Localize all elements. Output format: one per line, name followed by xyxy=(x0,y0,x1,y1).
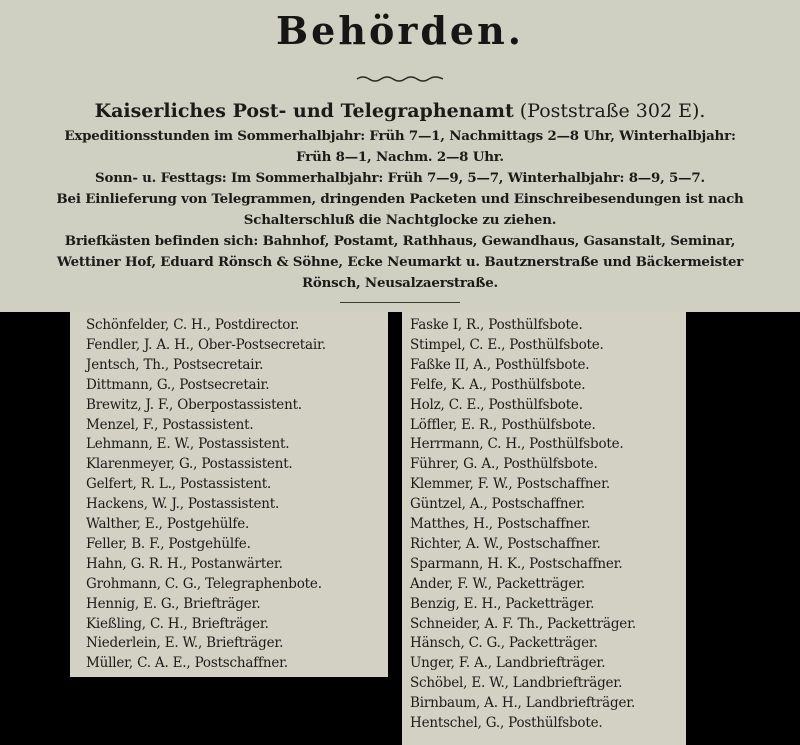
staff-entry: Hackens, W. J., Postassistent. xyxy=(86,496,280,513)
staff-entry: Kießling, C. H., Briefträger. xyxy=(86,615,269,632)
staff-list-right xyxy=(402,312,686,745)
staff-entry: Niederlein, E. W., Briefträger. xyxy=(86,635,284,652)
ornament-divider xyxy=(355,74,445,84)
info-line: Schalterschluß die Nachtglocke zu ziehen. xyxy=(243,212,557,228)
staff-entry: Faske I, R., Posthülfsbote. xyxy=(410,317,583,333)
info-line: Wettiner Hof, Eduard Rönsch & Söhne, Ecke Neumarkt u. Bautznerstraße und Bäckermeister xyxy=(56,254,744,270)
staff-entry: Grohmann, C. G., Telegraphenbote. xyxy=(86,575,322,592)
staff-entry: Unger, F. A., Landbriefträger. xyxy=(410,655,606,672)
page-heading: Behörden. xyxy=(276,8,524,53)
staff-entry: Stimpel, C. E., Posthülfsbote. xyxy=(410,336,604,353)
staff-entry: Menzel, F., Postassistent. xyxy=(86,416,254,433)
staff-entry: Brewitz, J. F., Oberpostassistent. xyxy=(86,396,302,413)
staff-entry: Matthes, H., Postschaffner. xyxy=(410,516,591,532)
staff-entry: Lehmann, E. W., Postassistent. xyxy=(86,436,290,453)
staff-entry: Klemmer, F. W., Postschaffner. xyxy=(410,476,610,493)
office-name: Kaiserliches Post- und Telegraphenamt xyxy=(94,100,514,122)
staff-entry: Schneider, A. F. Th., Packetträger. xyxy=(410,615,636,632)
staff-list-left xyxy=(70,312,388,677)
staff-entry: Schönfelder, C. H., Postdirector. xyxy=(86,317,300,333)
staff-entry: Walther, E., Postgehülfe. xyxy=(86,516,250,532)
staff-entry: Herrmann, C. H., Posthülfsbote. xyxy=(410,436,624,453)
staff-entry: Feller, B. F., Postgehülfe. xyxy=(86,535,251,552)
office-address: (Poststraße 302 E). xyxy=(519,100,706,122)
staff-entry: Faßke II, A., Posthülfsbote. xyxy=(410,356,590,373)
staff-entry: Klarenmeyer, G., Postassistent. xyxy=(86,456,293,473)
office-title xyxy=(0,99,800,123)
staff-entry: Sparmann, H. K., Postschaffner. xyxy=(410,555,623,572)
staff-entry: Hennig, E. G., Briefträger. xyxy=(86,595,261,612)
info-line: Rönsch, Neusalzaerstraße. xyxy=(301,275,498,291)
staff-entry: Müller, C. A. E., Postschaffner. xyxy=(86,655,288,672)
staff-entry: Holz, C. E., Posthülfsbote. xyxy=(410,396,583,413)
staff-entry: Benzig, E. H., Packetträger. xyxy=(410,595,595,612)
info-line: Sonn- u. Festtags: Im Sommerhalbjahr: Früh 7—9, 5—7, Winterhalbjahr: 8—9, 5—7. xyxy=(95,170,705,186)
info-line: Früh 8—1, Nachm. 2—8 Uhr. xyxy=(296,149,504,165)
staff-entry: Hentschel, G., Posthülfsbote. xyxy=(410,715,603,731)
staff-entry: Ander, F. W., Packetträger. xyxy=(410,575,585,592)
staff-entry: Felfe, K. A., Posthülfsbote. xyxy=(410,376,586,393)
info-line: Briefkästen befinden sich: Bahnhof, Postamt, Rathhaus, Gewandhaus, Gasanstalt, Seminar, xyxy=(64,233,736,249)
staff-entry: Jentsch, Th., Postsecretair. xyxy=(86,356,264,373)
header-section xyxy=(0,0,800,312)
staff-entry: Güntzel, A., Postschaffner. xyxy=(410,496,586,513)
divider-rule xyxy=(340,302,460,303)
staff-entry: Gelfert, R. L., Postassistent. xyxy=(86,476,272,493)
staff-entry: Führer, G. A., Posthülfsbote. xyxy=(410,456,598,473)
staff-entry: Fendler, J. A. H., Ober-Postsecretair. xyxy=(86,336,326,353)
staff-entry: Schöbel, E. W., Landbriefträger. xyxy=(410,675,623,692)
staff-entry: Hahn, G. R. H., Postanwärter. xyxy=(86,555,283,572)
info-line: Bei Einlieferung von Telegrammen, dringenden Packeten und Einschreibesendungen ist nach xyxy=(56,191,744,207)
staff-entry: Löffler, E. R., Posthülfsbote. xyxy=(410,416,596,433)
staff-entry: Birnbaum, A. H., Landbriefträger. xyxy=(410,695,636,712)
info-line: Expeditionsstunden im Sommerhalbjahr: Früh 7—1, Nachmittags 2—8 Uhr, Winterhalbjahr: xyxy=(64,128,736,144)
staff-entry: Hänsch, C. G., Packetträger. xyxy=(410,635,598,652)
staff-entry: Dittmann, G., Postsecretair. xyxy=(86,376,270,393)
staff-entry: Richter, A. W., Postschaffner. xyxy=(410,535,601,552)
office-info xyxy=(12,126,788,294)
